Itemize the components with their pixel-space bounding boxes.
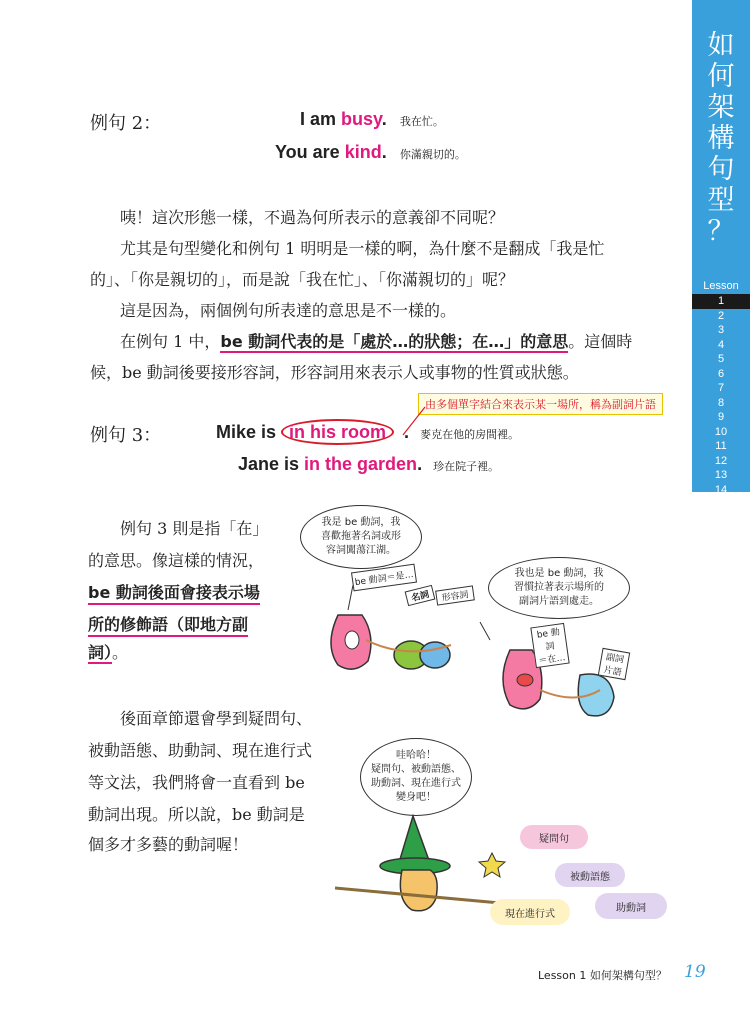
chapter-title-char: 架: [707, 92, 735, 123]
left-line-5: 詞）。: [88, 643, 129, 662]
lesson-link-4[interactable]: 4: [717, 338, 725, 351]
paragraph-4a: 在例句 1 中，be 動詞代表的是「處於…的狀態；在…」的意思。這個時: [120, 332, 633, 351]
lesson-link-5[interactable]: 5: [717, 353, 725, 365]
paragraph-2b: 的」、「你是親切的」，而是說「我在忙」、「你滿親切的」呢？: [90, 270, 515, 289]
note-box: 由多個單字結合來表示某一場所，稱為副詞片語: [418, 393, 663, 415]
sign-adjective: 形容詞: [435, 585, 475, 605]
chapter-title-char: ？: [707, 216, 735, 247]
lesson-link-11[interactable]: 11: [715, 440, 727, 452]
more-line-3: 等文法，我們將會一直看到 be: [88, 773, 305, 792]
lesson-link-6[interactable]: 6: [717, 367, 725, 380]
chapter-title-char: 型: [707, 185, 735, 216]
speech-bubble-1: 我是 be 動詞，我 喜歡拖著名詞或形 容詞闖蕩江湖。: [300, 505, 422, 569]
example2-sentence1: I am busy. 我在忙。: [300, 109, 444, 129]
example3-sentence2: Jane is in the garden. 珍在院子裡。: [238, 454, 500, 474]
page-number: 19: [684, 962, 706, 982]
left-line-3: be 動詞後面會接表示場: [88, 580, 260, 605]
paragraph-4b: 候，be 動詞後要接形容詞，形容詞用來表示人或事物的性質或狀態。: [90, 363, 579, 382]
cloud-passive: 被動語態: [555, 863, 625, 887]
left-line-2: 的意思。像這樣的情況，: [88, 551, 265, 570]
sign-noun: 名詞: [405, 585, 436, 606]
lesson-link-14[interactable]: 14: [714, 483, 728, 496]
circled-phrase: in his room: [281, 419, 394, 445]
lesson-link-13[interactable]: 13: [714, 469, 728, 481]
sign-adverb-phrase: 副詞 片語: [598, 648, 630, 680]
example2-label: 例句 2：: [90, 113, 162, 134]
left-line-4: 所的修飾語（即地方副: [88, 612, 248, 637]
cloud-auxiliary: 助動詞: [595, 893, 667, 919]
lesson-link-2[interactable]: 2: [717, 309, 725, 322]
chapter-title-char: 句: [707, 154, 735, 185]
chapter-title-char: 何: [707, 61, 735, 92]
lesson-link-1[interactable]: 1: [692, 294, 750, 309]
example3-label: 例句 3：: [90, 425, 162, 446]
more-line-2: 被動語態、助動詞、現在進行式: [88, 741, 313, 760]
sign-be-at: be 動詞 ＝在…: [530, 623, 569, 668]
footer-lesson: Lesson 1 如何架構句型？: [538, 969, 667, 982]
more-line-1: 後面章節還會學到疑問句、: [120, 709, 313, 728]
chapter-title: [692, 30, 750, 247]
sign-be-is: be 動詞＝是…: [351, 564, 417, 592]
paragraph-2a: 尤其是句型變化和例句 1 明明是一樣的啊，為什麼不是翻成「我是忙: [120, 239, 605, 258]
chapter-title-char: 如: [707, 30, 735, 61]
lesson-link-8[interactable]: 8: [717, 396, 725, 409]
paragraph-3: 這是因為，兩個例句所表達的意思是不一樣的。: [120, 301, 457, 320]
example3-sentence1: Mike is in his room . 麥克在他的房間裡。: [216, 422, 519, 443]
left-line-1: 例句 3 則是指「在」: [120, 519, 269, 538]
chapter-title-char: 構: [707, 123, 735, 154]
more-line-4: 動詞出現。所以說，be 動詞是: [88, 805, 305, 824]
more-line-5: 個多才多藝的動詞喔！: [88, 835, 249, 854]
lesson-label: Lesson: [703, 280, 739, 292]
lesson-list: [692, 294, 750, 497]
lesson-link-7[interactable]: 7: [717, 382, 725, 394]
side-tab: [692, 0, 750, 496]
example2-sentence2: You are kind. 你滿親切的。: [275, 142, 466, 162]
cloud-question: 疑問句: [520, 825, 588, 849]
paragraph-1: 咦！這次形態一樣，不過為何所表示的意義卻不同呢？: [120, 208, 505, 227]
speech-bubble-2: 我也是 be 動詞，我 習慣拉著表示場所的 副詞片語到處走。: [488, 557, 630, 619]
cloud-progressive: 現在進行式: [490, 899, 570, 925]
lesson-link-12[interactable]: 12: [714, 454, 728, 467]
lesson-link-10[interactable]: 10: [714, 425, 728, 438]
key-point: be 動詞代表的是「處於…的狀態；在…」的意思: [220, 332, 569, 351]
speech-bubble-3: 哇哈哈！ 疑問句、被動語態、 助動詞、現在進行式 變身吧！: [360, 738, 472, 816]
lesson-link-9[interactable]: 9: [717, 411, 725, 423]
lesson-link-3[interactable]: 3: [717, 324, 725, 336]
